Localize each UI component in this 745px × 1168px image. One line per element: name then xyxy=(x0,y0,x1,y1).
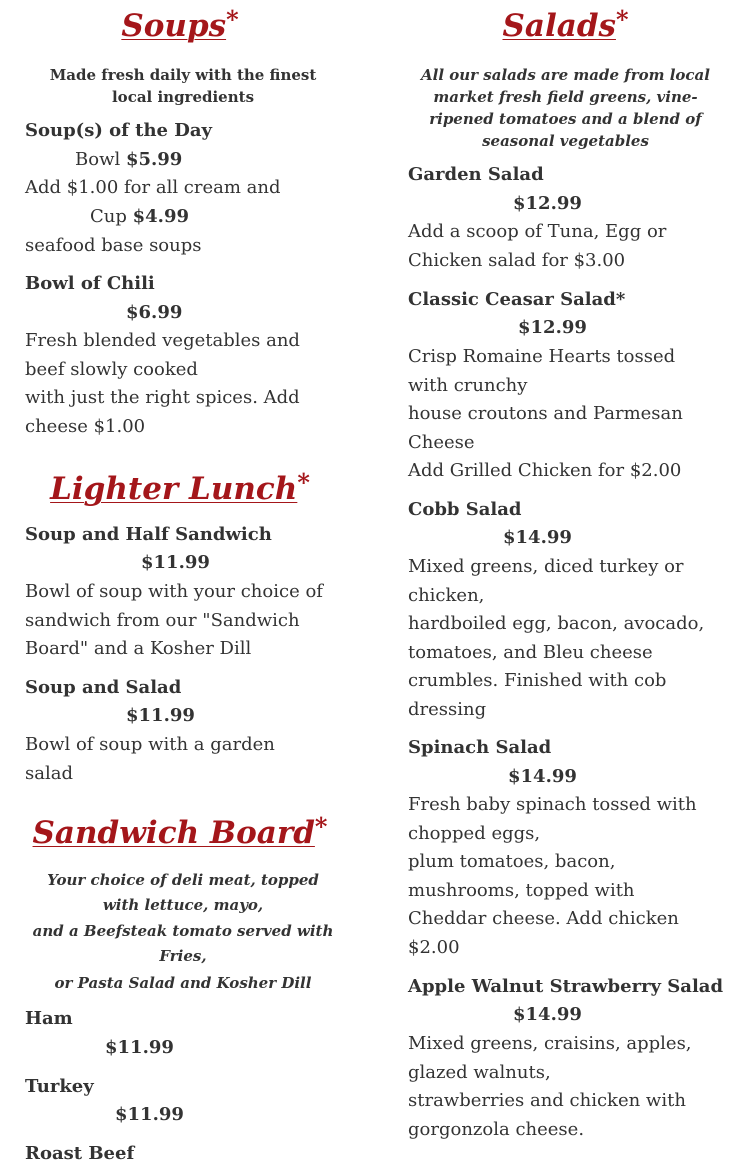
cobb-salad-desc-1: Mixed greens, diced turkey or chicken, xyxy=(408,556,684,606)
cobb-salad-price: $14.99 xyxy=(503,527,572,548)
bowl-line: Bowl $5.99 xyxy=(75,149,183,170)
cobb-salad-desc-2: hardboiled egg, bacon, avocado, tomatoes, and Bleu cheese crumbles. Finished with cob dressing xyxy=(408,613,705,720)
ham-price: $11.99 xyxy=(105,1037,174,1058)
caesar-salad-price: $12.99 xyxy=(518,317,587,338)
chili-name: Bowl of Chili xyxy=(25,273,155,294)
cobb-salad-name: Cobb Salad xyxy=(408,499,522,520)
turkey-price: $11.99 xyxy=(115,1104,184,1125)
soup-salad-price: $11.99 xyxy=(126,705,195,726)
bowl-price: $5.99 xyxy=(125,149,183,170)
cup-price: $4.99 xyxy=(132,206,189,227)
caesar-salad-name: Classic Ceasar Salad* xyxy=(408,289,626,310)
soup-note-1: Add $1.00 for all cream and xyxy=(25,177,281,198)
soup-of-day-name: Soup(s) of the Day xyxy=(25,120,212,141)
garden-salad-desc: Add a scoop of Tuna, Egg or Chicken salad for $3.00 xyxy=(408,221,667,271)
soup-note-2: seafood base soups xyxy=(25,235,202,256)
cup-line: Cup $4.99 xyxy=(90,206,189,227)
salads-heading: Salads* xyxy=(502,5,629,44)
ham-name: Ham xyxy=(25,1008,73,1029)
chili-desc-2: with just the right spices. Add cheese $1.00 xyxy=(25,387,300,437)
soups-heading: Soups* xyxy=(121,5,239,44)
spinach-salad-name: Spinach Salad xyxy=(408,737,552,758)
caesar-salad-desc-1: Crisp Romaine Hearts tossed with crunchy xyxy=(408,346,676,396)
soup-half-sandwich-desc: Bowl of soup with your choice of sandwich from our "Sandwich Board" and a Kosher Dill xyxy=(25,581,323,660)
garden-salad-price: $12.99 xyxy=(513,193,582,214)
soup-salad-name: Soup and Salad xyxy=(25,677,182,698)
sandwich-intro-1: Your choice of deli meat, topped with lettuce, mayo, xyxy=(47,871,319,914)
spinach-salad-desc-2: plum tomatoes, bacon, mushrooms, topped with Cheddar cheese. Add chicken $2.00 xyxy=(408,851,679,958)
roast-beef-name: Roast Beef xyxy=(25,1143,135,1164)
spinach-salad-price: $14.99 xyxy=(508,766,577,787)
soup-half-sandwich-name: Soup and Half Sandwich xyxy=(25,524,272,545)
lighter-lunch-heading: Lighter Lunch* xyxy=(50,468,310,507)
spinach-salad-desc-1: Fresh baby spinach tossed with chopped eggs, xyxy=(408,794,697,844)
salads-intro: All our salads are made from local market fresh field greens, vine-ripened tomatoes and a blend of seasonal vegetables xyxy=(421,66,710,150)
garden-salad-name: Garden Salad xyxy=(408,164,544,185)
sandwich-board-heading: Sandwich Board* xyxy=(32,812,328,851)
apple-walnut-salad-desc-2: strawberries and chicken with gorgonzola cheese. xyxy=(408,1090,686,1140)
soups-intro: Made fresh daily with the finest local ingredients xyxy=(49,66,317,106)
caesar-salad-desc-2: house croutons and Parmesan Cheese xyxy=(408,403,683,453)
chili-price: $6.99 xyxy=(126,302,183,323)
chili-desc-1: Fresh blended vegetables and beef slowly cooked xyxy=(25,330,300,380)
soup-salad-desc: Bowl of soup with a garden salad xyxy=(25,734,275,784)
apple-walnut-salad-name: Apple Walnut Strawberry Salad xyxy=(408,976,724,997)
sandwich-intro-2: and a Beefsteak tomato served with Fries, xyxy=(32,922,334,965)
sandwich-intro-3: or Pasta Salad and Kosher Dill xyxy=(54,974,312,992)
apple-walnut-salad-price: $14.99 xyxy=(513,1004,582,1025)
turkey-name: Turkey xyxy=(25,1076,94,1097)
caesar-salad-desc-3: Add Grilled Chicken for $2.00 xyxy=(408,460,682,481)
apple-walnut-salad-desc-1: Mixed greens, craisins, apples, glazed walnuts, xyxy=(408,1033,692,1083)
soup-half-sandwich-price: $11.99 xyxy=(141,552,210,573)
